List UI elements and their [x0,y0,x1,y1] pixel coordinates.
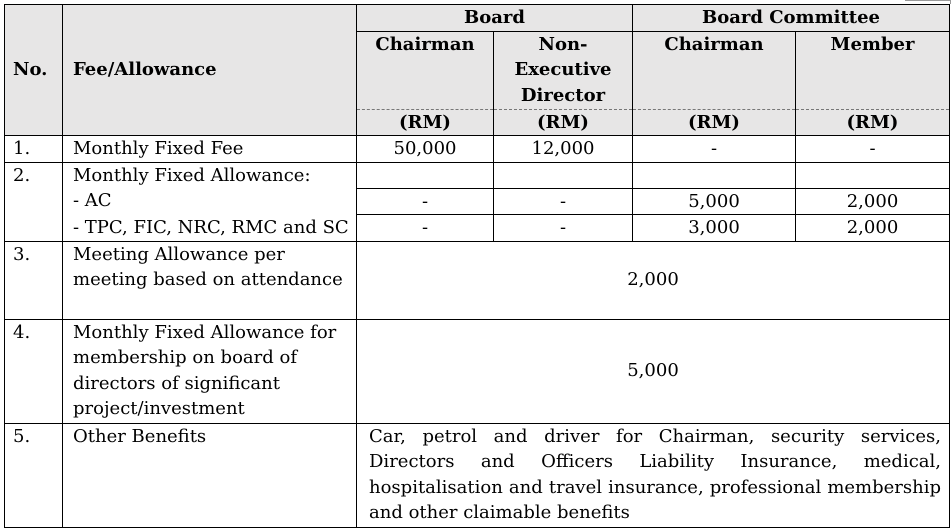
fee-allowance-table [4,4,950,528]
row-number: 1. [5,136,63,163]
cell-committee-chairman [633,162,796,188]
table-row [5,423,950,527]
header-board: Board [357,5,633,32]
table-row [5,215,950,242]
cell-board-chairman: - [357,215,494,242]
cell-committee-chairman: - [633,136,796,163]
cell-merged-value: 2,000 [357,241,950,319]
unit-committee-chairman: (RM) [633,109,796,136]
header-committee-member: Member [796,31,950,109]
row-number: 3. [5,241,63,319]
cell-board-ned: - [494,188,633,215]
row-number: 4. [5,319,63,423]
unit-board-ned: (RM) [494,109,633,136]
cell-committee-member [796,162,950,188]
row-label: Monthly Fixed Allowance for membership on board of directors of significant project/investment [63,319,357,423]
header-no: No. [5,5,63,136]
header-fee-allowance: Fee/Allowance [63,5,357,136]
cell-board-ned: 12,000 [494,136,633,163]
cell-board-chairman: 50,000 [357,136,494,163]
table-row [5,136,950,163]
row-label: - AC [63,188,357,215]
header-committee-chairman: Chairman [633,31,796,109]
row-label: Monthly Fixed Allowance: [63,162,357,188]
fee-table-container [4,4,950,528]
cell-committee-chairman: 3,000 [633,215,796,242]
row-number: 5. [5,423,63,527]
cell-committee-member: 2,000 [796,215,950,242]
cell-board-chairman [357,162,494,188]
cell-merged-value: 5,000 [357,319,950,423]
header-board-ned: Non-Executive Director [494,31,633,109]
row-number: 2. [5,162,63,241]
header-board-chairman: Chairman [357,31,494,109]
table-row [5,188,950,215]
cell-other-benefits: Car, petrol and driver for Chairman, security services, Directors and Officers Liability Insurance, medical, hospitalisation and travel insurance, professional membership and other claimable benefits [357,423,950,527]
table-row [5,319,950,423]
table-row [5,162,950,188]
cell-committee-chairman: 5,000 [633,188,796,215]
cell-board-chairman: - [357,188,494,215]
row-label: Other Benefits [63,423,357,527]
row-label: Monthly Fixed Fee [63,136,357,163]
row-label: - TPC, FIC, NRC, RMC and SC [63,215,357,242]
cell-committee-member: 2,000 [796,188,950,215]
cell-board-ned [494,162,633,188]
unit-committee-member: (RM) [796,109,950,136]
table-row [5,241,950,319]
unit-board-chairman: (RM) [357,109,494,136]
row-label: Meeting Allowance per meeting based on attendance [63,241,357,319]
cell-committee-member: - [796,136,950,163]
cell-board-ned: - [494,215,633,242]
header-board-committee: Board Committee [633,5,950,32]
